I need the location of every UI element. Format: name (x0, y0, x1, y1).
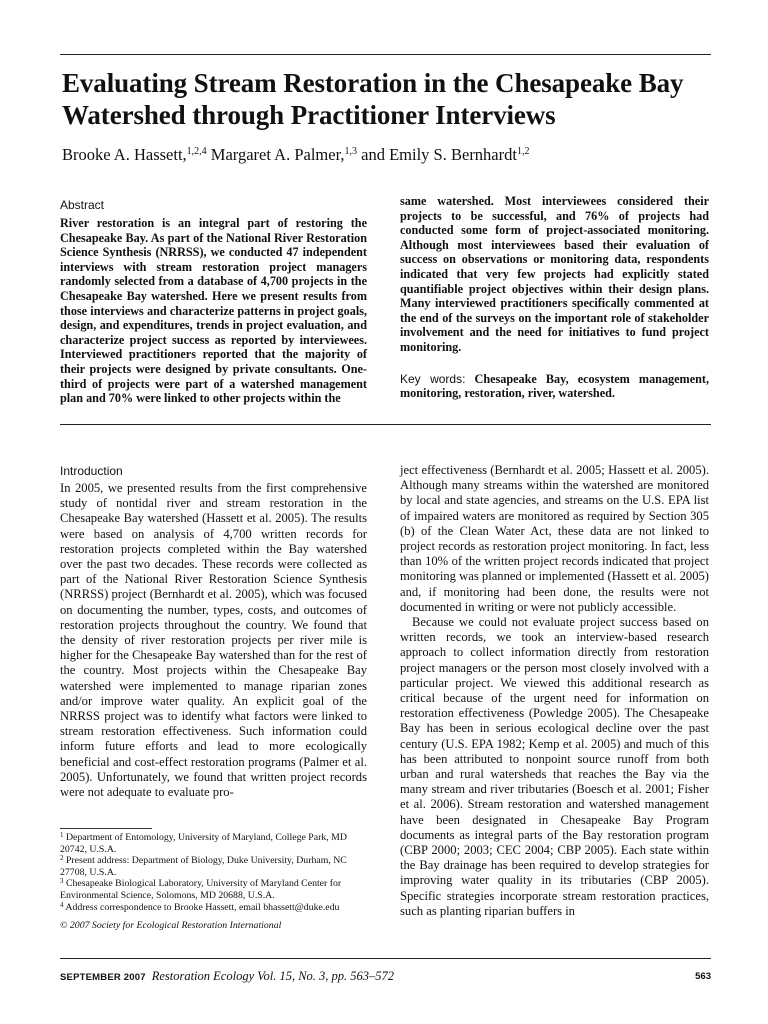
author-name: Margaret A. Palmer, (206, 145, 345, 164)
author-affiliation: 1,2,4 (186, 146, 207, 157)
author-line (62, 143, 722, 167)
intro-paragraph: Because we could not evaluate project success based on written records, we took an interview-based research approach to collect information directly from restoration project managers or the person most closely involved with a particular project. We viewed this additional research as critical because of the urgent need for information on restoration effectiveness (Powledge 2005). The Chesapeake Bay has been in serious ecological decline over the past century (U.S. EPA 1982; Kemp et al. 2005) and much of this has been attributed to nonpoint source runoff from both urban and rural watersheds that reaches the Bay via the many stream and river tributaries (Boesch et al. 2001; Fisher et al. 2006). Stream restoration and watershed management have been designated in Chesapeake Bay Program documents as integral parts of the Bay restoration program (CBP 2000; 2003; CEC 2004; CBP 2005). Each state within the Bay drainage has been required to develop strategies for improving water quality in its tributaries (CBP 2005). Specific strategies incorporate stream restoration practices, such as planting riparian buffers in (400, 615, 709, 918)
abstract-heading: Abstract (60, 198, 105, 212)
footnote: $^4$ Address correspondence to Brooke Hassett, email bhassett@duke.edu (60, 900, 340, 913)
introduction-heading: Introduction (60, 464, 123, 478)
footnote: $^2$ Present address: Department of Biology, Duke University, Durham, NC 27708, U.S.A. (60, 854, 347, 878)
page-footer (60, 969, 711, 984)
author-name: and Emily S. Bernhardt (357, 145, 517, 164)
keywords-list: Chesapeake Bay, ecosystem management, monitoring, restoration, river, watershed. (400, 371, 709, 401)
author-affiliation: 1,3 (344, 146, 358, 157)
author-name: Brooke A. Hassett, (62, 145, 187, 164)
copyright-notice: © 2007 Society for Ecological Restoration International (60, 920, 282, 931)
keywords (400, 372, 709, 401)
intro-right-column (400, 463, 709, 919)
footnotes (60, 832, 355, 913)
issue-date: SEPTEMBER 2007 (60, 972, 146, 983)
footnote: $^1$ Department of Entomology, University of Maryland, College Park, MD 20742, U.S.A. (60, 831, 347, 855)
article-title: Evaluating Stream Restoration in the Chesapeake Bay Watershed through Practitioner Interviews (62, 68, 684, 130)
footnote: $^3$ Chesapeake Biological Laboratory, University of Maryland Center for Environmental Science, Solomons, MD 20688, U.S.A. (60, 877, 342, 901)
abstract-text-left: River restoration is an integral part of restoring the Chesapeake Bay. As part of the National River Restoration Science Synthesis (NRRSS), we conducted 47 independent interviews with stream restoration project managers randomly selected from a database of 4,700 projects in the Chesapeake Bay watershed. Here we present results from those interviews and characterize patterns in project goals, design, and expenditures, trends in project evaluation, and characterize project success as reported by interviewees. Interviewed practitioners reported that the majority of their projects were designed by private consultants. One-third of projects were part of a watershed management plan and 70% were linked to other projects within the (60, 216, 367, 406)
intro-paragraph: In 2005, we presented results from the first comprehensive study of nontidal river and stream restoration in the Chesapeake Bay watershed (Hassett et al. 2005). The results were based on analysis of 4,700 written records for restoration projects completed within the Bay watershed over the past two decades. These records were collected as part of the National River Restoration Science Synthesis (NRRSS) project (Bernhardt et al. 2005), which was focused on documenting the number, types, costs, and outcomes of restoration projects throughout the country. We found that the density of river restoration projects per river mile is higher for the Chesapeake Bay watershed than for the rest of the country. Most projects within the Chesapeake Bay watershed were implemented to manage riparian zones and/or improve water quality. An explicit goal of the NRRSS project was to identify what factors were linked to stream restoration effectiveness. Such information could inform future efforts and lead to more ecologically beneficial and cost-effect restoration programs (Palmer et al. 2005). Unfortunately, we found that written project records were not adequate to evaluate pro- (60, 481, 367, 800)
footnote-rule (60, 828, 152, 829)
intro-paragraph: ject effectiveness (Bernhardt et al. 2005; Hassett et al. 2005). Although many streams within the watershed are monitored by local and state agencies, and streams on the U.S. EPA list of impaired waters are monitored as required by Section 305 (b) of the Clean Water Act, these data are not linked to project records as restoration project monitoring. In fact, less than 10% of the written project records indicated that project monitoring was planned or implemented (Hassett et al. 2005) and, if monitoring had been done, the results were not documented in writing or were not publicly accessible. (400, 463, 709, 614)
abstract-bottom-rule (60, 424, 711, 425)
intro-left-column (60, 481, 367, 800)
top-rule (60, 54, 711, 55)
abstract-right-column (400, 194, 709, 401)
page-number: 563 (695, 971, 711, 982)
journal-citation: Restoration Ecology Vol. 15, No. 3, pp. 563–572 (151, 969, 395, 983)
footer-rule (60, 958, 711, 959)
keywords-label: Key words: (400, 371, 466, 386)
author-affiliation: 1,2 (516, 146, 530, 157)
abstract-text-right: same watershed. Most interviewees considered their projects to be successful, and 76% of projects had conducted some form of project-associated monitoring. Although most interviewees based their evaluation of success on observations or monitoring data, respondents indicated that very few projects had explicitly stated quantifiable project objectives within their design plans. Many interviewed practitioners specifically commented at the end of the surveys on the important role of stakeholder involvement and the need for initiatives to fund project monitoring. (400, 194, 709, 354)
